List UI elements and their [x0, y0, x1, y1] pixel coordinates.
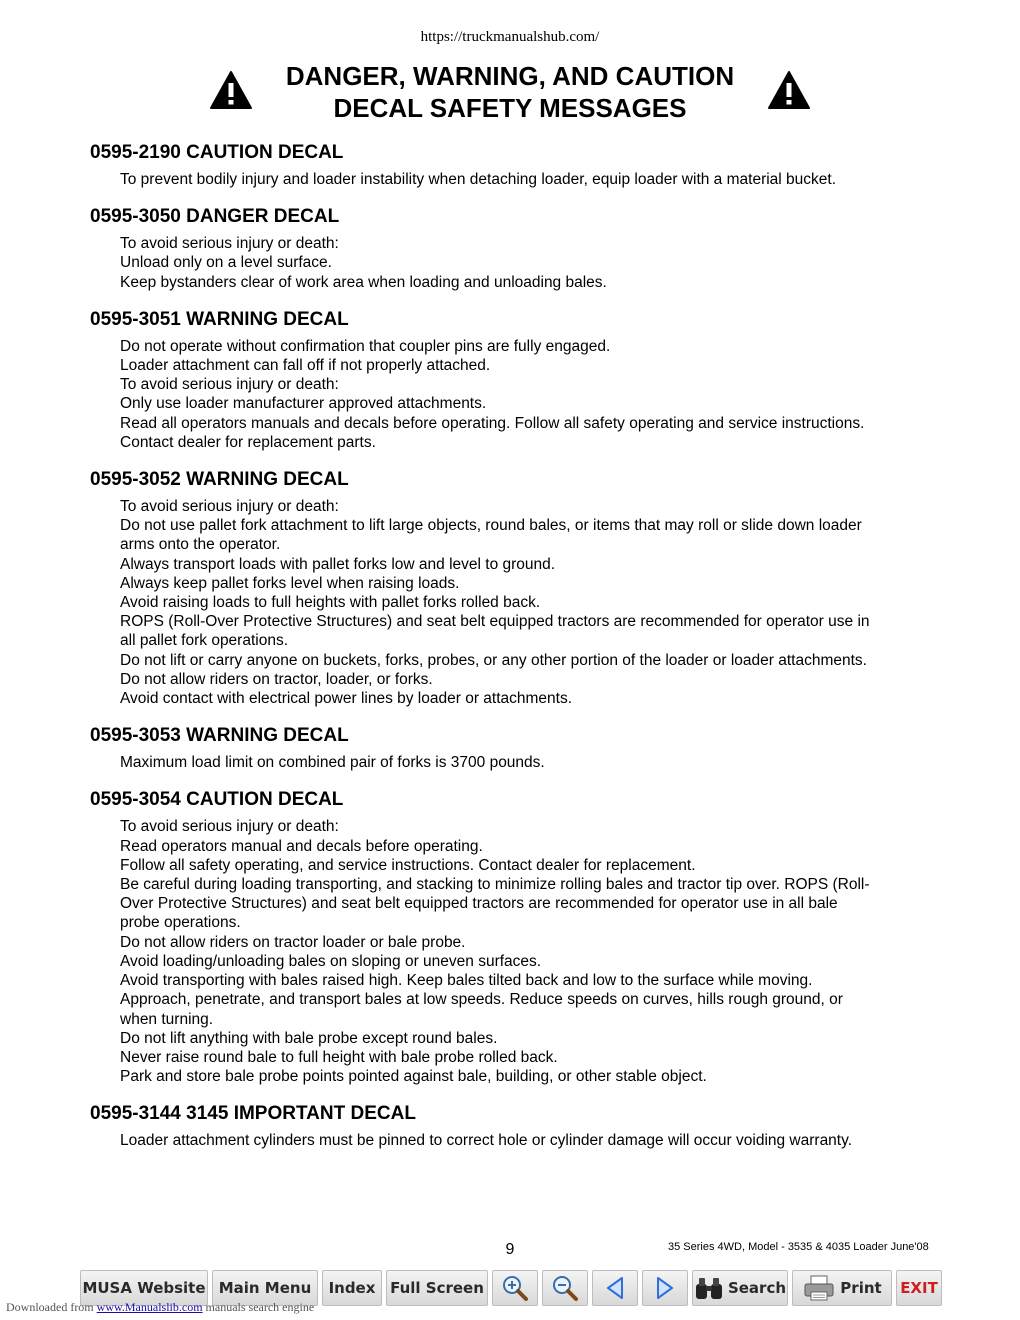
decal-message-line: Always transport loads with pallet forks low and level to ground.	[120, 555, 556, 573]
index-button[interactable]	[322, 1270, 382, 1306]
manualslib-link[interactable]: www.Manualslib.com	[96, 1300, 203, 1314]
full-screen-button[interactable]	[386, 1270, 488, 1306]
decal-heading: 0595-3144 3145 IMPORTANT DECAL	[90, 1103, 416, 1125]
zoom-in-button[interactable]	[492, 1270, 538, 1306]
index-label: Index	[328, 1279, 376, 1297]
decal-message-line: Avoid raising loads to full heights with pallet forks rolled back.	[120, 594, 541, 612]
decal-section	[90, 788, 940, 1086]
decal-message-line: Do not lift anything with bale probe except round bales.	[120, 1029, 498, 1047]
decal-message-line: Do not operate without confirmation that coupler pins are fully engaged.	[120, 337, 611, 355]
binoculars-icon	[694, 1275, 724, 1301]
decal-message-line: Park and store bale probe points pointed against bale, building, or other stable object.	[120, 1068, 707, 1086]
next-page-button[interactable]	[642, 1270, 688, 1306]
decal-message-line: Avoid contact with electrical power lines by loader or attachments.	[120, 690, 573, 708]
decal-message-line: Never raise round bale to full height with bale probe rolled back.	[120, 1048, 558, 1066]
decal-sections	[90, 141, 940, 1167]
exit-label: EXIT	[900, 1279, 938, 1297]
decal-message-line: Keep bystanders clear of work area when loading and unloading bales.	[120, 273, 607, 291]
page-number: 9	[505, 1241, 515, 1258]
decal-section	[90, 1102, 940, 1150]
next-page-icon	[654, 1275, 676, 1301]
decal-message-line: Do not use pallet fork attachment to lift large objects, round bales, or items that may roll or slide down loader	[120, 517, 862, 535]
previous-page-icon	[604, 1275, 626, 1301]
printer-icon	[802, 1274, 836, 1302]
decal-message-line: when turning.	[120, 1010, 214, 1028]
musa-website-label: MUSA Website	[82, 1279, 206, 1297]
decal-message-line: Read all operators manuals and decals before operating. Follow all safety operating and service instructions.	[120, 414, 865, 432]
decal-heading: 0595-3054 CAUTION DECAL	[90, 789, 344, 811]
decal-message-line: To avoid serious injury or death:	[120, 376, 339, 394]
zoom-out-icon	[551, 1274, 579, 1302]
decal-heading: 0595-3050 DANGER DECAL	[90, 206, 340, 228]
search-button[interactable]	[692, 1270, 788, 1306]
decal-section	[90, 724, 940, 772]
page-title-line1: DANGER, WARNING, AND CAUTION	[285, 61, 735, 91]
decal-message-line: ROPS (Roll-Over Protective Structures) and seat belt equipped tractors are recommended for operator use in	[120, 613, 870, 631]
decal-heading: 0595-3052 WARNING DECAL	[90, 469, 349, 491]
decal-message-line: Approach, penetrate, and transport bales at low speeds. Reduce speeds on curves, hills rough ground, or	[120, 991, 843, 1009]
decal-heading: 0595-3053 WARNING DECAL	[90, 725, 349, 747]
decal-message-line: Do not lift or carry anyone on buckets, forks, probes, or any other portion of the loader or loader attachments.	[120, 651, 867, 669]
decal-section	[90, 468, 940, 708]
decal-message-line: To avoid serious injury or death:	[120, 498, 339, 516]
decal-message-line: Only use loader manufacturer approved attachments.	[120, 395, 487, 413]
decal-message-line: Do not allow riders on tractor, loader, or forks.	[120, 670, 433, 688]
exit-button[interactable]	[896, 1270, 942, 1306]
decal-message-line: Read operators manual and decals before operating.	[120, 837, 483, 855]
decal-message-line: To avoid serious injury or death:	[120, 818, 339, 836]
decal-message-line: Always keep pallet forks level when raising loads.	[120, 574, 460, 592]
decal-message-line: Contact dealer for replacement parts.	[120, 433, 376, 451]
decal-message-line: Loader attachment cylinders must be pinned to correct hole or cylinder damage will occur voiding warranty.	[120, 1132, 853, 1150]
watermark-prefix: Downloaded from	[6, 1300, 94, 1314]
previous-page-button[interactable]	[592, 1270, 638, 1306]
decal-section	[90, 141, 940, 189]
main-menu-label: Main Menu	[218, 1279, 312, 1297]
zoom-out-button[interactable]	[542, 1270, 588, 1306]
print-label: Print	[840, 1279, 882, 1297]
print-button[interactable]	[792, 1270, 892, 1306]
watermark-suffix: manuals search engine	[205, 1300, 315, 1314]
search-label: Search	[727, 1279, 787, 1297]
decal-section	[90, 205, 940, 292]
zoom-in-icon	[501, 1274, 529, 1302]
decal-heading: 0595-2190 CAUTION DECAL	[90, 142, 344, 163]
decal-message-line: To avoid serious injury or death:	[120, 235, 339, 253]
decal-message-line: all pallet fork operations.	[120, 632, 289, 650]
document-info: 35 Series 4WD, Model - 3535 & 4035 Loader June'08	[668, 1241, 929, 1253]
download-watermark	[6, 1300, 314, 1315]
decal-message-line: Unload only on a level surface.	[120, 254, 332, 272]
decal-message-line: To prevent bodily injury and loader instability when detaching loader, equip loader with a material bucket.	[120, 171, 837, 188]
decal-message-line: Follow all safety operating, and service instructions. Contact dealer for replacement.	[120, 856, 696, 874]
decal-message-line: Over Protective Structures) and seat belt equipped tractors are recommended for operator use in all bale	[120, 895, 838, 913]
page-title-line2: DECAL SAFETY MESSAGES	[333, 93, 687, 123]
decal-message-line: Avoid transporting with bales raised high. Keep bales tilted back and low to the surface while moving.	[120, 972, 813, 990]
decal-message-line: Avoid loading/unloading bales on sloping or uneven surfaces.	[120, 952, 542, 970]
decal-message-line: probe operations.	[120, 914, 241, 932]
decal-message-line: Be careful during loading transporting, and stacking to minimize rolling bales and tractor tip over. ROPS (Roll-	[120, 876, 870, 894]
site-url[interactable]: https://truckmanualshub.com/	[420, 29, 600, 45]
warning-triangle-icon-right	[767, 70, 811, 110]
full-screen-label: Full Screen	[390, 1279, 484, 1297]
page-title	[200, 60, 820, 124]
decal-message-line: Maximum load limit on combined pair of forks is 3700 pounds.	[120, 754, 545, 772]
decal-message-line: Do not allow riders on tractor loader or bale probe.	[120, 933, 466, 951]
decal-section	[90, 308, 940, 452]
decal-message-line: arms onto the operator.	[120, 536, 281, 554]
decal-heading: 0595-3051 WARNING DECAL	[90, 308, 349, 330]
decal-message-line: Loader attachment can fall off if not properly attached.	[120, 357, 491, 375]
